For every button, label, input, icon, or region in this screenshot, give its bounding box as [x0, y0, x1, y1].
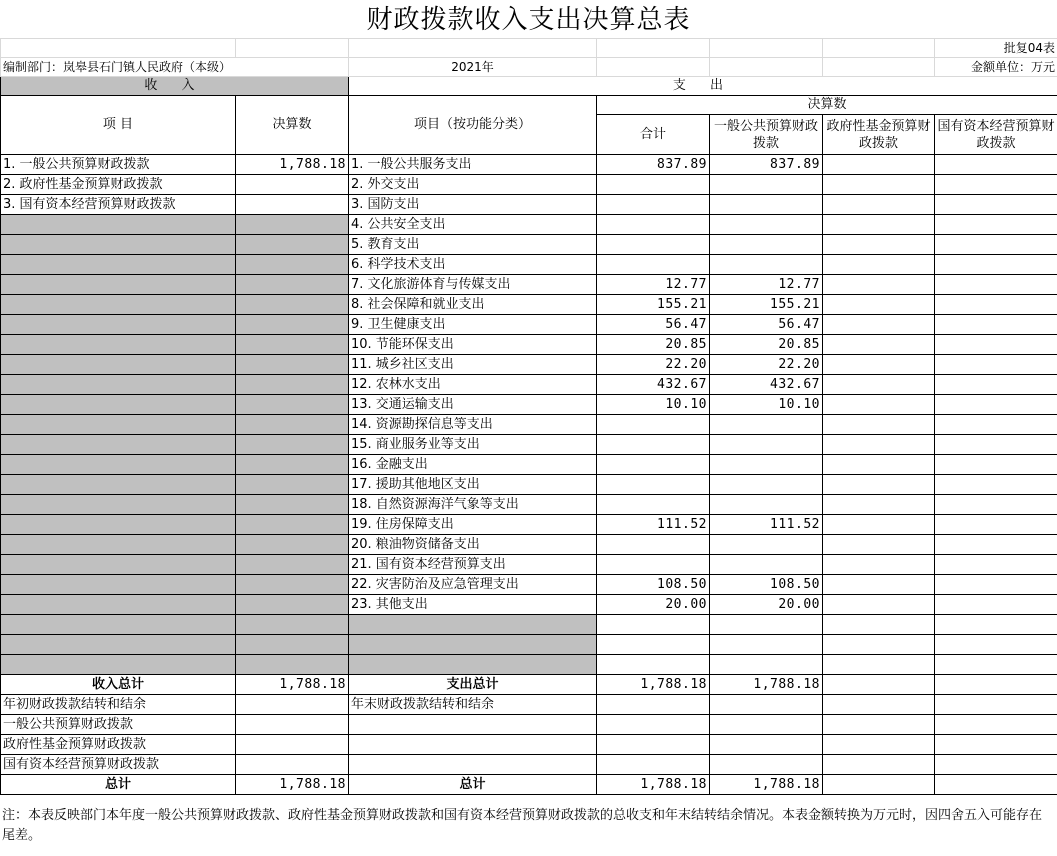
table-row [1, 195, 1057, 215]
state-capital-cell [935, 475, 1057, 495]
gov-fund-cell [823, 695, 935, 715]
gov-fund-cell [823, 775, 935, 795]
income-amount-cell [236, 435, 349, 455]
gov-fund-cell [823, 155, 935, 175]
expenditure-total-label: 支出总计 [349, 675, 597, 695]
table-row [1, 635, 1057, 655]
gov-fund-cell [823, 355, 935, 375]
state-capital-cell [935, 215, 1057, 235]
unit-label: 编制部门：岚皋县石门镇人民政府（本级） [1, 58, 349, 77]
income-amount-cell [236, 315, 349, 335]
state-capital-cell [935, 595, 1057, 615]
state-capital-cell [935, 575, 1057, 595]
income-item-cell [1, 235, 236, 255]
total-cell [597, 635, 710, 655]
general-budget-cell: 56.47 [710, 315, 823, 335]
total-cell [597, 455, 710, 475]
state-capital-cell [935, 515, 1057, 535]
income-amount-cell [236, 195, 349, 215]
income-amount-cell [236, 455, 349, 475]
general-budget-cell [710, 435, 823, 455]
income-item-cell [1, 275, 236, 295]
general-budget-cell: 20.00 [710, 595, 823, 615]
total-cell: 837.89 [597, 155, 710, 175]
income-amount-cell [236, 355, 349, 375]
final-amount-header: 决算数 [597, 96, 1057, 115]
income-amount-cell [236, 515, 349, 535]
gov-fund-cell [823, 635, 935, 655]
state-capital-cell [935, 355, 1057, 375]
sub-state-label: 国有资本经营预算财政拨款 [1, 755, 236, 775]
state-capital-cell [935, 435, 1057, 455]
table-row [1, 655, 1057, 675]
state-capital-cell [935, 375, 1057, 395]
income-item-cell [1, 315, 236, 335]
gov-fund-cell [823, 295, 935, 315]
income-amount-cell: 1,788.18 [236, 155, 349, 175]
footnote: 注：本表反映部门本年度一般公共预算财政拨款、政府性基金预算财政拨款和国有资本经营预算财政拨款的总收支和年末结转结余情况。本表金额转换为万元时，因四舍五入可能存在尾差。 [2, 808, 1043, 843]
state-capital-cell [935, 615, 1057, 635]
gov-fund-header: 政府性基金预算财政拨款 [823, 115, 935, 155]
income-amount-cell [236, 615, 349, 635]
expenditure-item-cell [349, 755, 597, 775]
expenditure-item-cell: 9. 卫生健康支出 [349, 315, 597, 335]
expenditure-item-cell: 19. 住房保障支出 [349, 515, 597, 535]
expenditure-item-cell: 11. 城乡社区支出 [349, 355, 597, 375]
income-item-cell [1, 375, 236, 395]
gov-fund-cell [823, 735, 935, 755]
total-cell: 20.85 [597, 335, 710, 355]
state-capital-cell [935, 195, 1057, 215]
total-cell [597, 435, 710, 455]
income-amount-cell [236, 275, 349, 295]
table-row [1, 435, 1057, 455]
gov-fund-cell [823, 475, 935, 495]
expenditure-item-cell [349, 635, 597, 655]
income-item-cell [1, 395, 236, 415]
expenditure-item-cell: 12. 农林水支出 [349, 375, 597, 395]
general-budget-cell [710, 555, 823, 575]
gov-fund-cell [823, 255, 935, 275]
year-label: 2021年 [349, 58, 597, 77]
sub-general-label: 一般公共预算财政拨款 [1, 715, 236, 735]
gov-fund-cell [823, 515, 935, 535]
begin-balance-label: 年初财政拨款结转和结余 [1, 695, 236, 715]
table-row [1, 215, 1057, 235]
gov-fund-cell [823, 555, 935, 575]
gov-fund-cell [823, 675, 935, 695]
state-capital-cell [935, 695, 1057, 715]
income-item-cell [1, 515, 236, 535]
gov-fund-cell [823, 535, 935, 555]
expenditure-item-cell: 13. 交通运输支出 [349, 395, 597, 415]
expenditure-item-cell [349, 735, 597, 755]
state-capital-cell [935, 715, 1057, 735]
gov-fund-cell [823, 755, 935, 775]
state-capital-cell [935, 175, 1057, 195]
summary-row [1, 715, 1057, 735]
state-capital-cell [935, 415, 1057, 435]
expenditure-item-cell: 10. 节能环保支出 [349, 335, 597, 355]
state-capital-header: 国有资本经营预算财政拨款 [935, 115, 1057, 155]
gov-fund-cell [823, 235, 935, 255]
expenditure-item-cell: 6. 科学技术支出 [349, 255, 597, 275]
state-capital-cell [935, 535, 1057, 555]
table-row [1, 615, 1057, 635]
total-cell [597, 695, 710, 715]
general-budget-cell [710, 735, 823, 755]
gov-fund-cell [823, 215, 935, 235]
table-row [1, 335, 1057, 355]
item-header: 项 目 [1, 96, 236, 155]
table-row [1, 535, 1057, 555]
income-item-cell: 1. 一般公共预算财政拨款 [1, 155, 236, 175]
table-row [1, 575, 1057, 595]
general-budget-cell: 837.89 [710, 155, 823, 175]
end-balance-label: 年末财政拨款结转和结余 [349, 695, 597, 715]
table-row [1, 515, 1057, 535]
expenditure-item-cell: 1. 一般公共服务支出 [349, 155, 597, 175]
expenditure-item-cell: 14. 资源勘探信息等支出 [349, 415, 597, 435]
income-amount-cell [236, 335, 349, 355]
gov-fund-cell [823, 415, 935, 435]
income-item-cell [1, 635, 236, 655]
table-row [1, 395, 1057, 415]
state-capital-cell [935, 395, 1057, 415]
total-cell [597, 555, 710, 575]
income-total-value: 1,788.18 [236, 675, 349, 695]
table-row [1, 555, 1057, 575]
income-item-cell: 2. 政府性基金预算财政拨款 [1, 175, 236, 195]
expenditure-item-cell: 17. 援助其他地区支出 [349, 475, 597, 495]
income-amount-cell [236, 415, 349, 435]
summary-row [1, 675, 1057, 695]
income-amount-cell [236, 575, 349, 595]
total-cell [597, 535, 710, 555]
income-amount-cell [236, 535, 349, 555]
general-budget-cell [710, 755, 823, 775]
expenditure-item-cell: 2. 外交支出 [349, 175, 597, 195]
item-function-header: 项目（按功能分类） [349, 96, 597, 155]
general-budget-cell: 432.67 [710, 375, 823, 395]
income-item-cell [1, 555, 236, 575]
expenditure-item-cell: 20. 粮油物资储备支出 [349, 535, 597, 555]
general-budget-cell: 12.77 [710, 275, 823, 295]
total-cell [597, 495, 710, 515]
total-cell [597, 755, 710, 775]
table-row [1, 375, 1057, 395]
income-amount-cell [236, 295, 349, 315]
total-cell [597, 615, 710, 635]
income-amount-cell [236, 235, 349, 255]
general-budget-cell: 20.85 [710, 335, 823, 355]
expenditure-item-cell: 5. 教育支出 [349, 235, 597, 255]
total-cell [597, 735, 710, 755]
expenditure-item-cell: 21. 国有资本经营预算支出 [349, 555, 597, 575]
state-capital-cell [935, 675, 1057, 695]
total-cell: 432.67 [597, 375, 710, 395]
general-budget-cell [710, 235, 823, 255]
expenditure-total-value: 1,788.18 [597, 675, 710, 695]
income-amount-cell [236, 395, 349, 415]
income-item-cell: 3. 国有资本经营预算财政拨款 [1, 195, 236, 215]
general-budget-cell [710, 455, 823, 475]
gov-fund-cell [823, 275, 935, 295]
grand-total-label: 总计 [1, 775, 236, 795]
income-item-cell [1, 415, 236, 435]
table-row [1, 455, 1057, 475]
general-budget-cell [710, 615, 823, 635]
income-amount-cell [236, 475, 349, 495]
table-row [1, 175, 1057, 195]
currency-label: 金额单位：万元 [935, 58, 1057, 77]
page-title: 财政拨款收入支出决算总表 [366, 5, 691, 35]
grand-income-value: 1,788.18 [236, 775, 349, 795]
summary-row [1, 735, 1057, 755]
state-capital-cell [935, 655, 1057, 675]
income-item-cell [1, 475, 236, 495]
general-budget-cell [710, 195, 823, 215]
expenditure-item-cell: 3. 国防支出 [349, 195, 597, 215]
total-cell: 108.50 [597, 575, 710, 595]
income-header: 收 入 [1, 77, 349, 96]
income-item-cell [1, 215, 236, 235]
table-row [1, 415, 1057, 435]
total-cell: 56.47 [597, 315, 710, 335]
grand-total-label-exp: 总计 [349, 775, 597, 795]
form-number: 批复04表 [935, 39, 1057, 58]
gov-fund-cell [823, 315, 935, 335]
total-cell [597, 655, 710, 675]
state-capital-cell [935, 315, 1057, 335]
state-capital-cell [935, 235, 1057, 255]
total-cell [597, 415, 710, 435]
gov-fund-cell [823, 335, 935, 355]
general-budget-cell: 108.50 [710, 575, 823, 595]
gov-fund-cell [823, 615, 935, 635]
table-row [1, 595, 1057, 615]
state-capital-cell [935, 295, 1057, 315]
expenditure-item-cell: 23. 其他支出 [349, 595, 597, 615]
state-capital-cell [935, 555, 1057, 575]
income-item-cell [1, 575, 236, 595]
general-budget-cell: 22.20 [710, 355, 823, 375]
general-budget-cell [710, 715, 823, 735]
state-capital-cell [935, 495, 1057, 515]
state-capital-cell [935, 155, 1057, 175]
sub-fund-label: 政府性基金预算财政拨款 [1, 735, 236, 755]
state-capital-cell [935, 755, 1057, 775]
income-total-label: 收入总计 [1, 675, 236, 695]
gov-fund-cell [823, 435, 935, 455]
gov-fund-cell [823, 595, 935, 615]
total-cell [597, 195, 710, 215]
expenditure-item-cell: 16. 金融支出 [349, 455, 597, 475]
gov-fund-cell [823, 195, 935, 215]
expenditure-total-general: 1,788.18 [710, 675, 823, 695]
income-amount-cell [236, 755, 349, 775]
expenditure-item-cell: 7. 文化旅游体育与传媒支出 [349, 275, 597, 295]
table-row [1, 315, 1057, 335]
income-amount-cell [236, 635, 349, 655]
general-budget-cell [710, 215, 823, 235]
gov-fund-cell [823, 575, 935, 595]
general-budget-cell [710, 175, 823, 195]
gov-fund-cell [823, 715, 935, 735]
income-item-cell [1, 355, 236, 375]
summary-row [1, 695, 1057, 715]
income-item-cell [1, 535, 236, 555]
income-amount-cell [236, 495, 349, 515]
summary-row [1, 775, 1057, 795]
income-item-cell [1, 335, 236, 355]
gov-fund-cell [823, 495, 935, 515]
budget-table [0, 38, 1057, 795]
gov-fund-cell [823, 175, 935, 195]
grand-general-value: 1,788.18 [710, 775, 823, 795]
expenditure-item-cell [349, 655, 597, 675]
general-budget-cell [710, 655, 823, 675]
gov-fund-cell [823, 375, 935, 395]
total-cell: 10.10 [597, 395, 710, 415]
general-budget-cell: 155.21 [710, 295, 823, 315]
expenditure-item-cell: 22. 灾害防治及应急管理支出 [349, 575, 597, 595]
income-item-cell [1, 495, 236, 515]
income-amount-cell [236, 175, 349, 195]
summary-row [1, 755, 1057, 775]
income-amount-cell [236, 255, 349, 275]
general-budget-cell: 10.10 [710, 395, 823, 415]
total-cell: 20.00 [597, 595, 710, 615]
general-budget-header: 一般公共预算财政拨款 [710, 115, 823, 155]
expenditure-item-cell: 18. 自然资源海洋气象等支出 [349, 495, 597, 515]
total-cell [597, 475, 710, 495]
income-amount-cell [236, 375, 349, 395]
total-header: 合计 [597, 115, 710, 155]
income-amount-cell [236, 695, 349, 715]
income-item-cell [1, 435, 236, 455]
general-budget-cell [710, 495, 823, 515]
state-capital-cell [935, 335, 1057, 355]
state-capital-cell [935, 635, 1057, 655]
state-capital-cell [935, 275, 1057, 295]
table-row [1, 235, 1057, 255]
table-row [1, 155, 1057, 175]
expenditure-item-cell [349, 615, 597, 635]
total-cell: 155.21 [597, 295, 710, 315]
income-amount-cell [236, 215, 349, 235]
general-budget-cell [710, 415, 823, 435]
total-cell [597, 175, 710, 195]
expenditure-header: 支 出 [349, 77, 1057, 96]
income-amount-cell [236, 715, 349, 735]
income-item-cell [1, 455, 236, 475]
income-item-cell [1, 655, 236, 675]
state-capital-cell [935, 735, 1057, 755]
general-budget-cell [710, 535, 823, 555]
income-amount-cell [236, 735, 349, 755]
total-cell [597, 715, 710, 735]
income-item-cell [1, 295, 236, 315]
income-item-cell [1, 615, 236, 635]
total-cell [597, 215, 710, 235]
table-row [1, 275, 1057, 295]
general-budget-cell [710, 255, 823, 275]
total-cell [597, 255, 710, 275]
income-amount-cell [236, 555, 349, 575]
expenditure-item-cell: 8. 社会保障和就业支出 [349, 295, 597, 315]
general-budget-cell [710, 635, 823, 655]
total-cell [597, 235, 710, 255]
state-capital-cell [935, 255, 1057, 275]
total-cell: 22.20 [597, 355, 710, 375]
expenditure-item-cell: 15. 商业服务业等支出 [349, 435, 597, 455]
grand-total-value: 1,788.18 [597, 775, 710, 795]
total-cell: 12.77 [597, 275, 710, 295]
gov-fund-cell [823, 395, 935, 415]
table-row [1, 355, 1057, 375]
expenditure-item-cell [349, 715, 597, 735]
gov-fund-cell [823, 455, 935, 475]
amount-header: 决算数 [236, 96, 349, 155]
table-row [1, 495, 1057, 515]
state-capital-cell [935, 775, 1057, 795]
state-capital-cell [935, 455, 1057, 475]
table-row [1, 475, 1057, 495]
income-amount-cell [236, 595, 349, 615]
expenditure-item-cell: 4. 公共安全支出 [349, 215, 597, 235]
income-item-cell [1, 595, 236, 615]
gov-fund-cell [823, 655, 935, 675]
general-budget-cell: 111.52 [710, 515, 823, 535]
total-cell: 111.52 [597, 515, 710, 535]
general-budget-cell [710, 475, 823, 495]
general-budget-cell [710, 695, 823, 715]
income-item-cell [1, 255, 236, 275]
table-row [1, 295, 1057, 315]
table-row [1, 255, 1057, 275]
income-amount-cell [236, 655, 349, 675]
